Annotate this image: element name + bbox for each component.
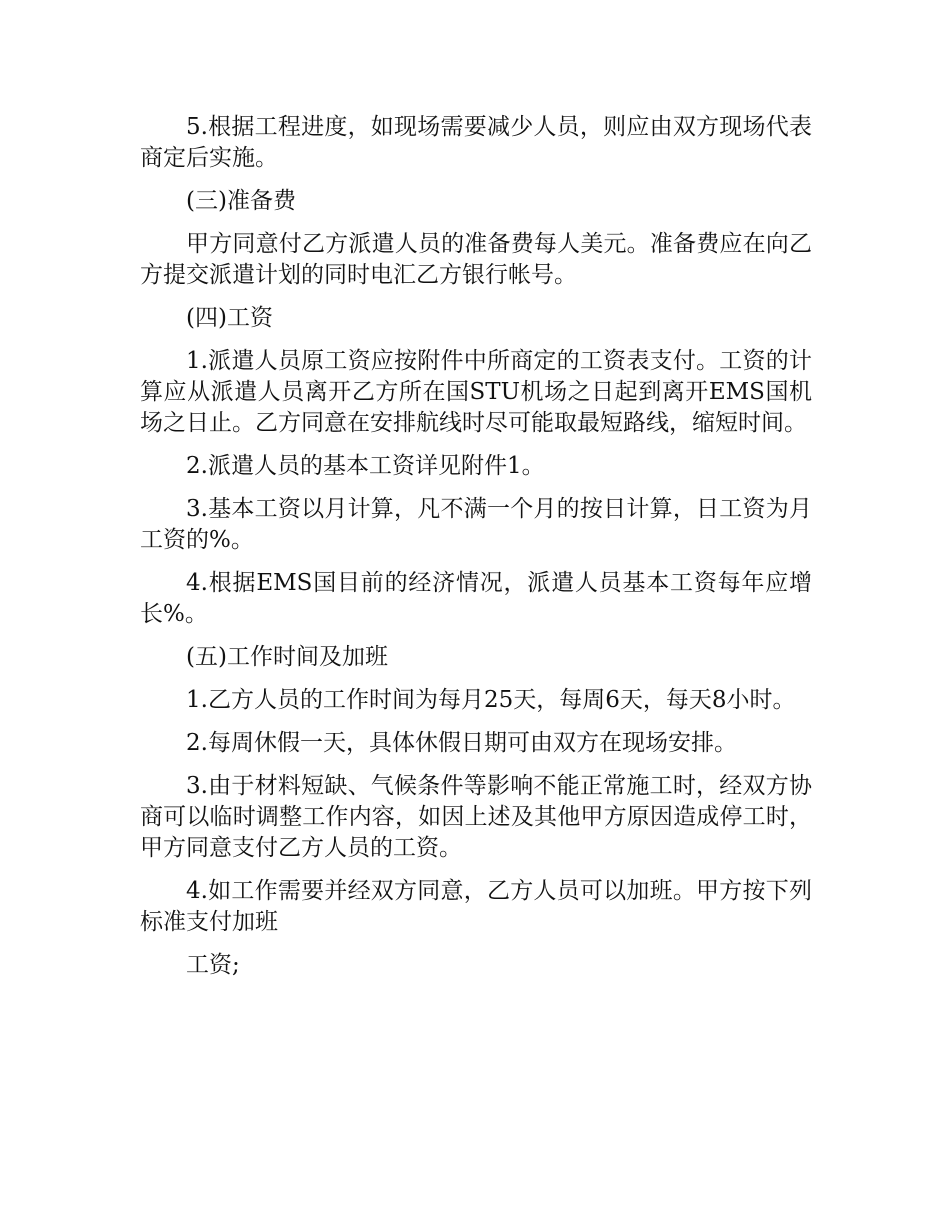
section-heading-preparation-fee: (三)准备费 (186, 188, 296, 214)
paragraph-reduce-staff: 5.根据工程进度，如现场需要减少人员，则应由双方现场代表商定后实施。 (140, 114, 812, 171)
paragraph-preparation-fee: 甲方同意付乙方派遣人员的准备费每人美元。准备费应在向乙方提交派遣计划的同时电汇乙方银行帐号。 (140, 231, 812, 288)
paragraph-monthly-wage: 3.基本工资以月计算，凡不满一个月的按日计算，日工资为月工资的%。 (140, 496, 812, 553)
section-heading-wages: (四)工资 (186, 305, 273, 331)
section-heading-work-hours: (五)工作时间及加班 (186, 644, 388, 670)
paragraph-work-schedule: 1.乙方人员的工作时间为每月25天，每周6天，每天8小时。 (186, 687, 796, 713)
paragraph-overtime: 4.如工作需要并经双方同意，乙方人员可以加班。甲方按下列标准支付加班 (140, 878, 812, 935)
paragraph-wage-calculation: 1.派遣人员原工资应按附件中所商定的工资表支付。工资的计算应从派遣人员离开乙方所在国STU机场之日起到离开EMS国机场之日止。乙方同意在安排航线时尽可能取最短路线，缩短时间。 (140, 348, 812, 436)
paragraph-weekly-rest: 2.每周休假一天，具体休假日期可由双方在现场安排。 (186, 730, 737, 756)
paragraph-basic-wage-appendix: 2.派遣人员的基本工资详见附件1。 (186, 453, 545, 479)
paragraph-work-stoppage: 3.由于材料短缺、气候条件等影响不能正常施工时，经双方协商可以临时调整工作内容，如因上述及其他甲方原因造成停工时，甲方同意支付乙方人员的工资。 (140, 773, 812, 861)
paragraph-overtime-wage: 工资; (186, 952, 240, 978)
document-page (140, 112, 812, 993)
paragraph-wage-growth: 4.根据EMS国目前的经济情况，派遣人员基本工资每年应增长%。 (140, 570, 812, 627)
